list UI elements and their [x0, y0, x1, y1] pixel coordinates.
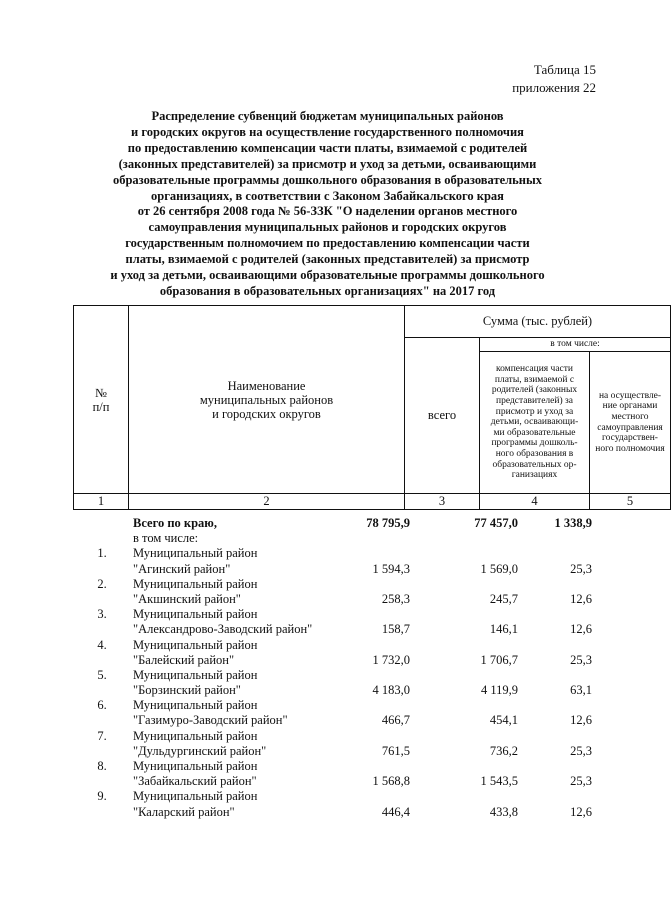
- table-row-values: [73, 592, 599, 607]
- header-name: [129, 306, 405, 494]
- row-compensation: 433,8: [489, 804, 518, 819]
- table-row-values: [73, 774, 599, 789]
- row-total: 4 183,0: [372, 683, 410, 698]
- header-line: ганизациях: [511, 470, 558, 481]
- total-v5: 1 338,9: [554, 516, 592, 530]
- table-row: [73, 638, 599, 653]
- row-number: 5.: [97, 667, 107, 682]
- row-compensation: 146,1: [489, 622, 518, 637]
- table-row: [73, 759, 599, 774]
- row-implementation: 12,6: [570, 622, 592, 637]
- header-line: на осуществле-: [598, 390, 662, 401]
- row-implementation: 12,6: [570, 804, 592, 819]
- table-row-values: [73, 683, 599, 698]
- header-line: представителей) за: [496, 396, 573, 407]
- header-line: государствен-: [602, 433, 658, 444]
- table-row-values: [73, 713, 599, 728]
- header-line: ного полномочия: [595, 443, 665, 454]
- title-line: самоуправления муниципальных районов и городских округов: [148, 220, 507, 235]
- row-total: 158,7: [381, 622, 410, 637]
- total-label: Всего по краю,: [133, 516, 217, 530]
- title-line: государственным полномочием по предоставлению компенсации части: [125, 236, 530, 251]
- table-row-values: [73, 562, 599, 577]
- header-line: платы, взимаемой с: [494, 374, 575, 385]
- row-compensation: 1 706,7: [480, 652, 518, 667]
- table-row: [73, 729, 599, 744]
- row-name-line2: "Дульдургинский район": [133, 743, 267, 758]
- row-total: 761,5: [381, 743, 410, 758]
- title-line: образования в образовательных организациях" на 2017 год: [159, 283, 496, 298]
- title-line: и городских округов на осуществление государственного полномочия: [131, 124, 524, 139]
- row-compensation: 4 119,9: [480, 683, 518, 698]
- row-compensation: 1 569,0: [480, 561, 518, 576]
- row-implementation: 12,6: [570, 591, 592, 606]
- title-line: платы, взимаемой с родителей (законных представителей) за присмотр: [125, 252, 530, 267]
- row-total: 258,3: [381, 591, 410, 606]
- col-number-2: 2: [129, 494, 405, 510]
- header-line: родителей (законных: [491, 385, 578, 396]
- title-line: Распределение субвенций бюджетам муниципальных районов: [151, 109, 504, 123]
- row-name-line1: Муниципальный район: [133, 789, 258, 804]
- title-line: образовательные программы дошкольного образования в образовательных: [112, 172, 543, 187]
- row-name-line1: Муниципальный район: [133, 728, 258, 743]
- row-name-line1: Муниципальный район: [133, 607, 258, 622]
- row-name-line2: "Балейский район": [133, 652, 235, 667]
- col-number-3: 3: [405, 494, 480, 510]
- header-line: образовательных ор-: [492, 459, 577, 470]
- row-name-line2: "Борзинский район": [133, 683, 241, 698]
- row-number: 3.: [97, 607, 107, 622]
- header-line: детьми, осваивающи-: [490, 417, 579, 428]
- row-compensation: 454,1: [489, 713, 518, 728]
- table-header: [73, 305, 671, 510]
- total-v3: 78 795,9: [366, 516, 410, 530]
- table-row: [73, 668, 599, 683]
- row-number: 6.: [97, 698, 107, 713]
- row-implementation: 25,3: [570, 743, 592, 758]
- header-line: ние органами: [602, 401, 658, 412]
- table-row-values: [73, 744, 599, 759]
- row-name-line2: "Газимуро-Заводский район": [133, 713, 288, 728]
- total-v4: 77 457,0: [474, 516, 518, 530]
- title-line: организациях, в соответствии с Законом Забайкальского края: [151, 188, 504, 203]
- total-row: [73, 516, 599, 531]
- row-total: 1 732,0: [372, 652, 410, 667]
- row-number: 7.: [97, 728, 107, 743]
- document-title: [70, 109, 585, 300]
- row-name-line1: Муниципальный район: [133, 637, 258, 652]
- header-line: программы дошколь-: [491, 438, 578, 449]
- row-compensation: 1 543,5: [480, 774, 518, 789]
- total-sub-label: в том числе:: [133, 531, 199, 546]
- title-line: и уход за детьми, осваивающими образовательные программы дошкольного: [110, 268, 545, 283]
- header-implementation: [590, 352, 671, 494]
- header-line: Наименование: [227, 378, 306, 393]
- header-line: местного: [611, 411, 649, 422]
- row-number: 9.: [97, 789, 107, 804]
- table-row: [73, 698, 599, 713]
- header-number: № п/п: [74, 306, 129, 494]
- total-sub-row: [73, 531, 599, 546]
- table-caption: Таблица 15: [533, 62, 596, 77]
- header-line: ми образовательные: [493, 427, 576, 438]
- table-row: [73, 546, 599, 561]
- header-line: присмотр и уход за: [495, 406, 574, 417]
- header-line: ного образования в: [495, 448, 574, 459]
- row-name-line2: "Акшинский район": [133, 591, 241, 606]
- row-total: 1 594,3: [372, 561, 410, 576]
- table-row-values: [73, 653, 599, 668]
- table-row-values: [73, 622, 599, 637]
- row-compensation: 736,2: [489, 743, 518, 758]
- header-total: всего: [405, 338, 480, 494]
- row-total: 1 568,8: [372, 774, 410, 789]
- row-name-line2: "Каларский район": [133, 804, 235, 819]
- row-implementation: 25,3: [570, 561, 592, 576]
- row-number: 4.: [97, 637, 107, 652]
- header-sum: Сумма (тыс. рублей): [405, 306, 671, 338]
- row-total: 446,4: [381, 804, 410, 819]
- header-line: самоуправления: [597, 422, 663, 433]
- title-line: от 26 сентября 2008 года № 56-ЗЗК "О наделении органов местного: [137, 204, 518, 219]
- col-number-4: 4: [480, 494, 590, 510]
- row-implementation: 25,3: [570, 774, 592, 789]
- header-line: компенсация части: [495, 364, 573, 375]
- row-number: 2.: [97, 576, 107, 591]
- header-line: муниципальных районов: [199, 392, 334, 407]
- table-row: [73, 789, 599, 804]
- col-number-1: 1: [74, 494, 129, 510]
- row-number: 8.: [97, 759, 107, 773]
- row-name-line2: "Александрово-Заводский район": [133, 622, 313, 637]
- row-number: 1.: [97, 546, 107, 561]
- table-row: [73, 577, 599, 592]
- col-number-5: 5: [590, 494, 671, 510]
- row-name-line1: Муниципальный район: [133, 667, 258, 682]
- table-row-values: [73, 805, 599, 820]
- row-name-line2: "Забайкальский район": [133, 774, 257, 789]
- header-including: в том числе:: [480, 338, 671, 352]
- row-name-line1: Муниципальный район: [133, 698, 258, 713]
- table-body: [73, 516, 599, 820]
- appendix-caption: приложения 22: [512, 80, 596, 95]
- title-line: по предоставлению компенсации части платы, взимаемой с родителей: [127, 140, 528, 155]
- row-total: 466,7: [381, 713, 410, 728]
- table-row: [73, 607, 599, 622]
- row-name-line2: "Агинский район": [133, 561, 231, 576]
- row-name-line1: Муниципальный район: [133, 546, 258, 561]
- row-name-line1: Муниципальный район: [133, 576, 258, 591]
- row-implementation: 25,3: [570, 652, 592, 667]
- header-compensation: [480, 352, 590, 494]
- title-line: (законных представителей) за присмотр и уход за детьми, осваивающими: [118, 156, 537, 171]
- row-implementation: 12,6: [570, 713, 592, 728]
- row-implementation: 63,1: [570, 683, 592, 698]
- header-line: и городских округов: [212, 406, 321, 421]
- row-compensation: 245,7: [489, 591, 518, 606]
- row-name-line1: Муниципальный район: [133, 759, 258, 773]
